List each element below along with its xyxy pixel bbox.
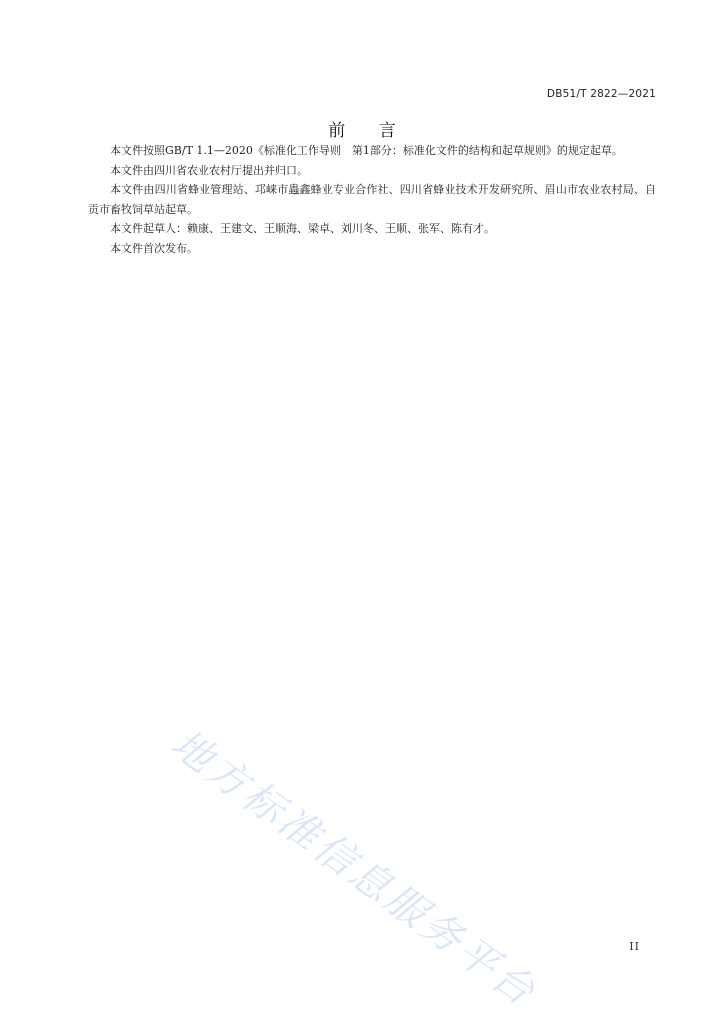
paragraph-proposer: 本文件由四川省农业农村厅提出并归口。 bbox=[110, 163, 308, 177]
document-body bbox=[88, 141, 656, 258]
watermark: 地方标准信息服务平台 bbox=[162, 720, 546, 1017]
document-code: DB51/T 2822—2021 bbox=[546, 88, 656, 100]
paragraph-first-release: 本文件首次发布。 bbox=[110, 241, 198, 255]
paragraph-drafting-units: 本文件由四川省蜂业管理站、邛崃市蟲鑫蜂业专业合作社、四川省蜂业技术开发研究所、眉山市农业农村局、自贡市畜牧饲草站起草。 bbox=[88, 183, 656, 216]
page-title: 前 言 bbox=[328, 121, 410, 141]
paragraph-drafting-basis: 本文件按照GB/T 1.1—2020《标准化工作导则 第1部分：标准化文件的结构和起草规则》的规定起草。 bbox=[110, 144, 623, 157]
paragraph-drafters: 本文件起草人：赖康、王建文、王顺海、梁卓、刘川冬、王顺、张军、陈有才。 bbox=[110, 222, 495, 235]
page-number: II bbox=[629, 940, 640, 953]
